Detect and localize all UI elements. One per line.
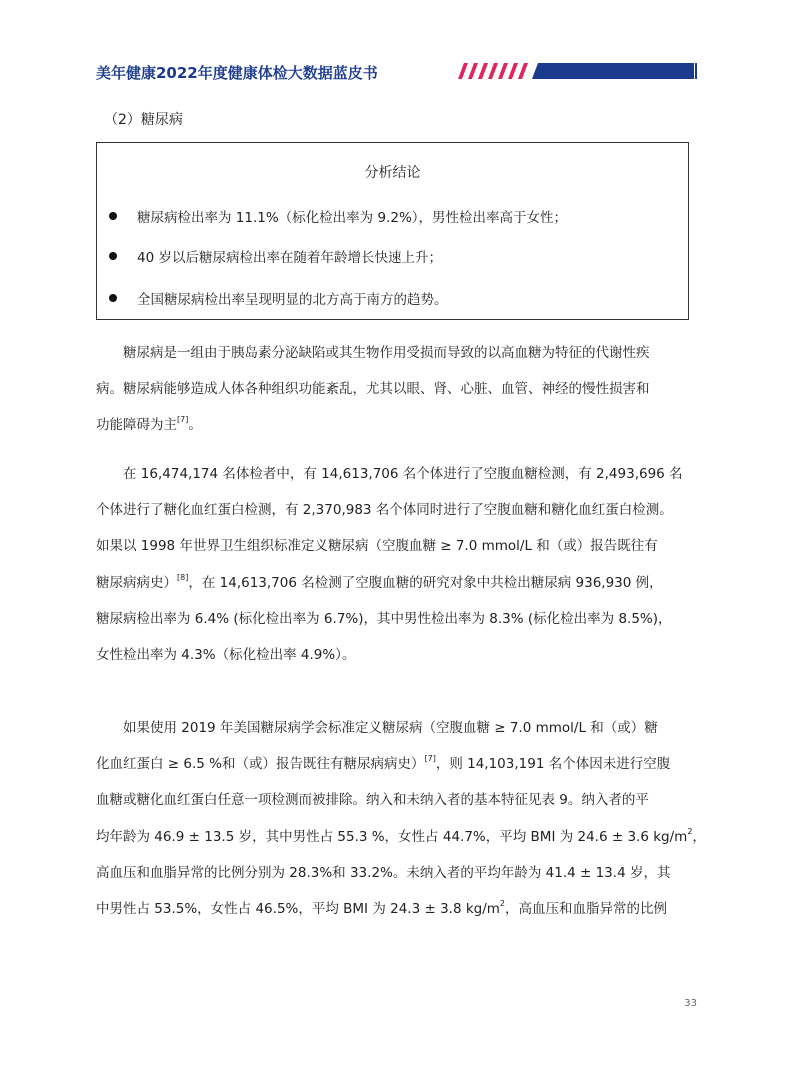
paragraph-ada-criteria <box>96 710 706 927</box>
paragraph-line <box>96 819 706 855</box>
paragraph-line: 个体进行了糖化血红蛋白检测，有 2,370,983 名个体同时进行了空腹血糖和糖化血红蛋白检测。 <box>96 502 673 519</box>
paragraph-line: 血糖或糖化血红蛋白任意一项检测而被排除。纳入和未纳入者的基本特征见表 9。纳入者的平 <box>96 792 649 809</box>
paragraph-line: 在 16,474,174 名体检者中，有 14,613,706 名个体进行了空腹血糖检测，有 2,493,696 名 <box>123 466 683 482</box>
line-text: ，高血压和血脂异常的比例 <box>505 900 668 917</box>
paragraph-line <box>96 891 696 927</box>
line-text: ， <box>692 828 706 845</box>
bullet-text: 全国糖尿病检出率呈现明显的北方高于南方的趋势。 <box>137 292 448 308</box>
bullet-dot-icon <box>109 252 117 260</box>
section-title: （2）糖尿病 <box>104 112 183 128</box>
paragraph-line <box>96 407 696 443</box>
summary-bullet <box>109 206 567 226</box>
line-text: ，在 14,613,706 名检测了空腹血糖的研究对象中共检出糖尿病 936,930 例， <box>188 574 663 591</box>
paragraph-line <box>96 746 696 782</box>
paragraph-definition <box>96 335 696 444</box>
line-text: 功能障碍为主 <box>96 417 177 434</box>
header-stripe-decoration <box>452 63 697 79</box>
line-text: 。 <box>188 417 202 434</box>
bullet-dot-icon <box>109 294 117 302</box>
bullet-text: 40 岁以后糖尿病检出率在随着年龄增长快速上升； <box>137 250 442 266</box>
superscript: 2 <box>687 826 693 836</box>
summary-heading: 分析结论 <box>364 165 421 181</box>
line-text: ，则 14,103,191 名个体因未进行空腹 <box>435 756 671 773</box>
citation-ref: [8] <box>177 572 189 582</box>
report-title: 美年健康2022年度健康体检大数据蓝皮书 <box>96 64 378 82</box>
paragraph-line <box>96 565 696 601</box>
line-text: 均年龄为 46.9 ± 13.5 岁，其中男性占 55.3 %，女性占 44.7%，平均 BMI 为 24.6 ± 3.6 kg/m <box>96 828 688 845</box>
line-text: 中男性占 53.5%，女性占 46.5%，平均 BMI 为 24.3 ± 3.8 kg/m <box>96 900 500 917</box>
paragraph-line: 糖尿病检出率为 6.4% (标化检出率为 6.7%)，其中男性检出率为 8.3% (标化检出率为 8.5%)， <box>96 610 672 627</box>
paragraph-line: 如果使用 2019 年美国糖尿病学会标准定义糖尿病（空腹血糖 ≥ 7.0 mmol/L 和（或）糖 <box>123 720 658 736</box>
page-number: 33 <box>684 998 697 1009</box>
paragraph-who-criteria <box>96 456 696 673</box>
paragraph-line: 如果以 1998 年世界卫生组织标准定义糖尿病（空腹血糖 ≥ 7.0 mmol/L 和（或）报告既往有 <box>96 538 658 555</box>
paragraph-line: 高血压和血脂异常的比例分别为 28.3%和 33.2%。未纳入者的平均年龄为 41.4 ± 13.4 岁，其 <box>96 864 671 881</box>
bullet-text: 糖尿病检出率为 11.1%（标化检出率为 9.2%），男性检出率高于女性； <box>137 210 568 226</box>
citation-ref: [7] <box>424 754 436 764</box>
bullet-dot-icon <box>109 212 117 220</box>
summary-bullet <box>109 288 448 308</box>
line-text: 化血红蛋白 ≥ 6.5 %和（或）报告既往有糖尿病病史） <box>96 756 425 773</box>
analysis-conclusion-box <box>96 142 689 320</box>
line-text: 糖尿病病史） <box>96 574 177 591</box>
citation-ref: [7] <box>177 415 189 425</box>
summary-bullet <box>109 246 442 266</box>
paragraph-line: 糖尿病是一组由于胰岛素分泌缺陷或其生物作用受损而导致的以高血糖为特征的代谢性疾 <box>123 345 650 361</box>
paragraph-line: 女性检出率为 4.3%（标化检出率 4.9%）。 <box>96 646 356 663</box>
paragraph-line: 病。糖尿病能够造成人体各种组织功能紊乱，尤其以眼、肾、心脏、血管、神经的慢性损害和 <box>96 381 650 398</box>
superscript: 2 <box>499 898 506 908</box>
